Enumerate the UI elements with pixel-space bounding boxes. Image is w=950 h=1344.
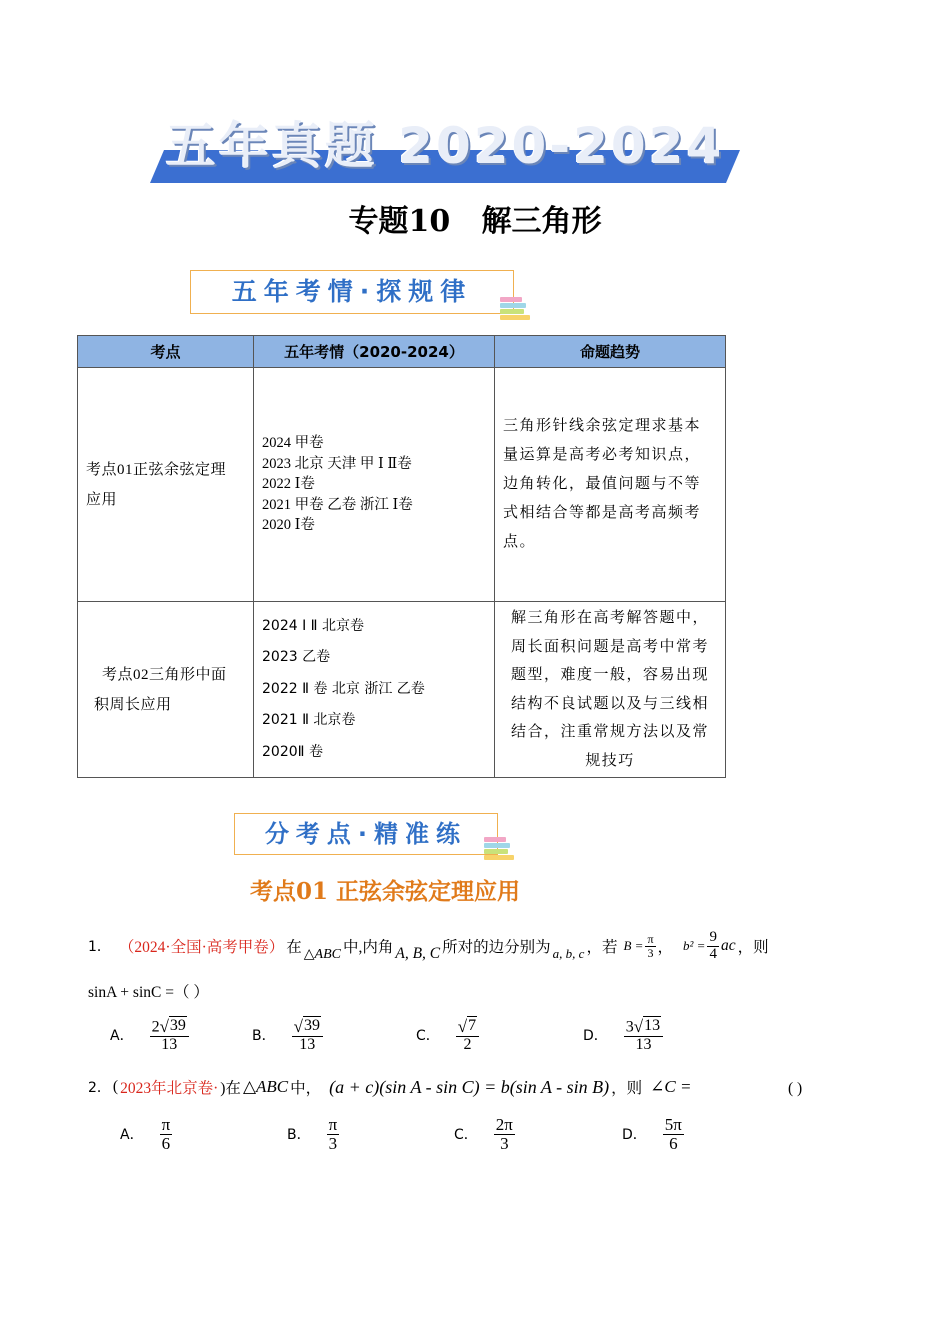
- header-topic: 考点: [78, 336, 254, 368]
- year-line: 2021 甲卷 乙卷 浙江 Ⅰ卷: [262, 496, 413, 513]
- math-condition: B =: [623, 938, 644, 954]
- question-text: ，则: [737, 939, 769, 957]
- math-triangle: △ABC: [242, 1077, 289, 1096]
- overview-table: [77, 335, 726, 778]
- topic-line: 积周长应用: [94, 696, 172, 713]
- radicand: 39: [169, 1017, 186, 1034]
- option-a[interactable]: [110, 1016, 189, 1054]
- option-label: D．: [583, 1028, 608, 1045]
- years-cell: [254, 368, 495, 602]
- fraction-numerator: π: [161, 1115, 171, 1134]
- fraction-denominator: 6: [161, 1133, 171, 1153]
- question-text: ，若: [586, 939, 618, 957]
- header-trend: 命题趋势: [495, 336, 726, 368]
- books-icon: [484, 837, 514, 861]
- fraction-numerator: π: [328, 1115, 338, 1134]
- topic-line: 考点02三角形中面: [102, 666, 227, 683]
- option-label: A．: [110, 1028, 134, 1045]
- option-label: B．: [252, 1028, 276, 1045]
- section-title-box: 五年考情·探规律: [190, 270, 514, 314]
- fraction-denominator: 3: [647, 945, 654, 960]
- question-1-line-1: [88, 930, 769, 963]
- banner-title: 五年真题 2020-2024: [165, 117, 725, 175]
- trend-line: 点。: [503, 534, 537, 550]
- books-icon: [500, 297, 530, 321]
- option-fraction: [327, 1116, 340, 1153]
- question-number: 1．: [88, 939, 111, 956]
- year-line: 2020Ⅱ 卷: [262, 743, 323, 760]
- coefficient: 3: [625, 1018, 634, 1036]
- fraction-numerator: 5π: [664, 1115, 682, 1134]
- trend-line: 解三角形在高考解答题中，: [510, 610, 709, 626]
- option-d[interactable]: [583, 1016, 663, 1054]
- option-label: A．: [120, 1127, 144, 1144]
- trend-line: 结合，注重常规方法以及常: [510, 724, 709, 740]
- option-fraction: [663, 1116, 684, 1153]
- header-years: 五年考情（2020-2024）: [254, 336, 495, 368]
- fraction-denominator: 6: [669, 1133, 678, 1153]
- question-text: 中,内角: [342, 939, 394, 957]
- radicand: 13: [644, 1017, 661, 1034]
- fraction-denominator: 4: [709, 945, 717, 962]
- math-ask: ∠C =: [650, 1077, 692, 1096]
- question-text: 在: [286, 939, 302, 957]
- table-row: [78, 602, 726, 778]
- option-fraction: 2 √ 39 13: [150, 1016, 189, 1054]
- option-a[interactable]: [120, 1116, 172, 1153]
- trend-line: 量运算是高考必考知识点，: [503, 447, 702, 463]
- coefficient: 2: [151, 1018, 160, 1036]
- year-line: 2022 Ⅰ卷: [262, 476, 315, 493]
- option-fraction: √ 7 2: [456, 1016, 479, 1054]
- option-label: C．: [416, 1028, 440, 1045]
- fraction-denominator: 13: [635, 1036, 652, 1054]
- year-line: 2022 Ⅱ 卷 北京 浙江 乙卷: [262, 680, 425, 697]
- option-fraction: 3 √ 13 13: [624, 1016, 663, 1054]
- question-text: ，则: [611, 1080, 643, 1097]
- year-line: 2020 Ⅰ卷: [262, 517, 315, 534]
- question-text: ，: [657, 939, 674, 957]
- math-condition: b² =: [683, 938, 706, 954]
- years-cell: [254, 602, 495, 778]
- trend-line: 式相结合等都是高考高频考: [503, 505, 702, 521]
- question-text: )在: [220, 1080, 241, 1097]
- fraction-numerator: 9: [709, 929, 717, 945]
- trend-line: 三角形针线余弦定理求基本: [503, 418, 702, 434]
- option-c[interactable]: [454, 1116, 515, 1153]
- topic-cell: [78, 602, 254, 778]
- question-source: （2024·全国·高考甲卷）: [118, 939, 285, 957]
- math-equation: (a + c)(sin A - sin C) = b(sin A - sin B): [329, 1076, 610, 1097]
- math-angles: A, B, C: [395, 945, 441, 963]
- trend-cell: [495, 368, 726, 602]
- document-subtitle: 专题10 解三角形: [348, 204, 602, 239]
- year-line: 2023 北京 天津 甲 Ⅰ Ⅱ卷: [262, 455, 412, 472]
- trend-line: 规技巧: [585, 752, 635, 769]
- fraction-denominator: 3: [500, 1133, 509, 1153]
- question-text: 所对的边分别为: [442, 939, 551, 957]
- section-title-box: 分考点·精准练: [234, 813, 498, 855]
- option-fraction: [494, 1116, 515, 1153]
- option-label: C．: [454, 1127, 478, 1144]
- option-fraction: [160, 1116, 173, 1153]
- option-c[interactable]: [416, 1016, 479, 1054]
- option-label: B．: [287, 1127, 311, 1144]
- radicand: 7: [468, 1017, 477, 1034]
- year-line: 2023 乙卷: [262, 649, 331, 666]
- question-source: 2023年北京卷·: [120, 1080, 219, 1097]
- math-sides: a, b, c: [552, 946, 585, 962]
- year-line: 2024 甲卷: [262, 435, 324, 452]
- year-line: 2021 Ⅱ 北京卷: [262, 712, 356, 729]
- table-header-row: [78, 336, 726, 368]
- math-fraction: [645, 933, 655, 959]
- option-d[interactable]: [622, 1116, 684, 1153]
- question-1-line-2: sinA + sinC =（ ）: [88, 984, 209, 1001]
- trend-line: 结构不良试题以及与三线相: [510, 695, 709, 712]
- option-b[interactable]: [287, 1116, 339, 1153]
- question-2-line: [88, 1076, 691, 1098]
- trend-line: 边角转化，最值问题与不等: [503, 476, 702, 492]
- trend-line: 题型，难度一般，容易出现: [510, 667, 709, 683]
- fraction-denominator: 13: [299, 1036, 316, 1054]
- option-label: D．: [622, 1127, 647, 1144]
- fraction-denominator: 13: [161, 1036, 178, 1054]
- topic-line: 应用: [86, 491, 118, 508]
- topic-cell: [78, 368, 254, 602]
- question-text: (: [112, 1078, 119, 1095]
- year-line: 2024 Ⅰ Ⅱ 北京卷: [262, 617, 364, 634]
- trend-line: 周长面积问题是高考中常考: [510, 638, 709, 655]
- option-b[interactable]: [252, 1016, 323, 1054]
- fraction-denominator: 2: [463, 1036, 472, 1054]
- question-text: 中，: [290, 1080, 322, 1097]
- answer-bracket: ( ): [788, 1080, 803, 1097]
- fraction-numerator: 2π: [495, 1115, 513, 1134]
- math-condition: ac: [720, 937, 736, 955]
- radicand: 39: [303, 1017, 320, 1034]
- topic-heading: 考点01 正弦余弦定理应用: [249, 878, 520, 905]
- fraction-denominator: 3: [328, 1133, 338, 1153]
- fraction-numerator: π: [647, 932, 654, 947]
- question-number: 2．: [88, 1080, 111, 1096]
- table-row: [78, 368, 726, 602]
- topic-line: 考点01正弦余弦定理: [86, 461, 227, 478]
- trend-cell: [495, 602, 726, 778]
- math-fraction: [707, 930, 719, 963]
- math-triangle: △ABC: [303, 946, 341, 962]
- option-fraction: √ 39 13: [292, 1016, 323, 1054]
